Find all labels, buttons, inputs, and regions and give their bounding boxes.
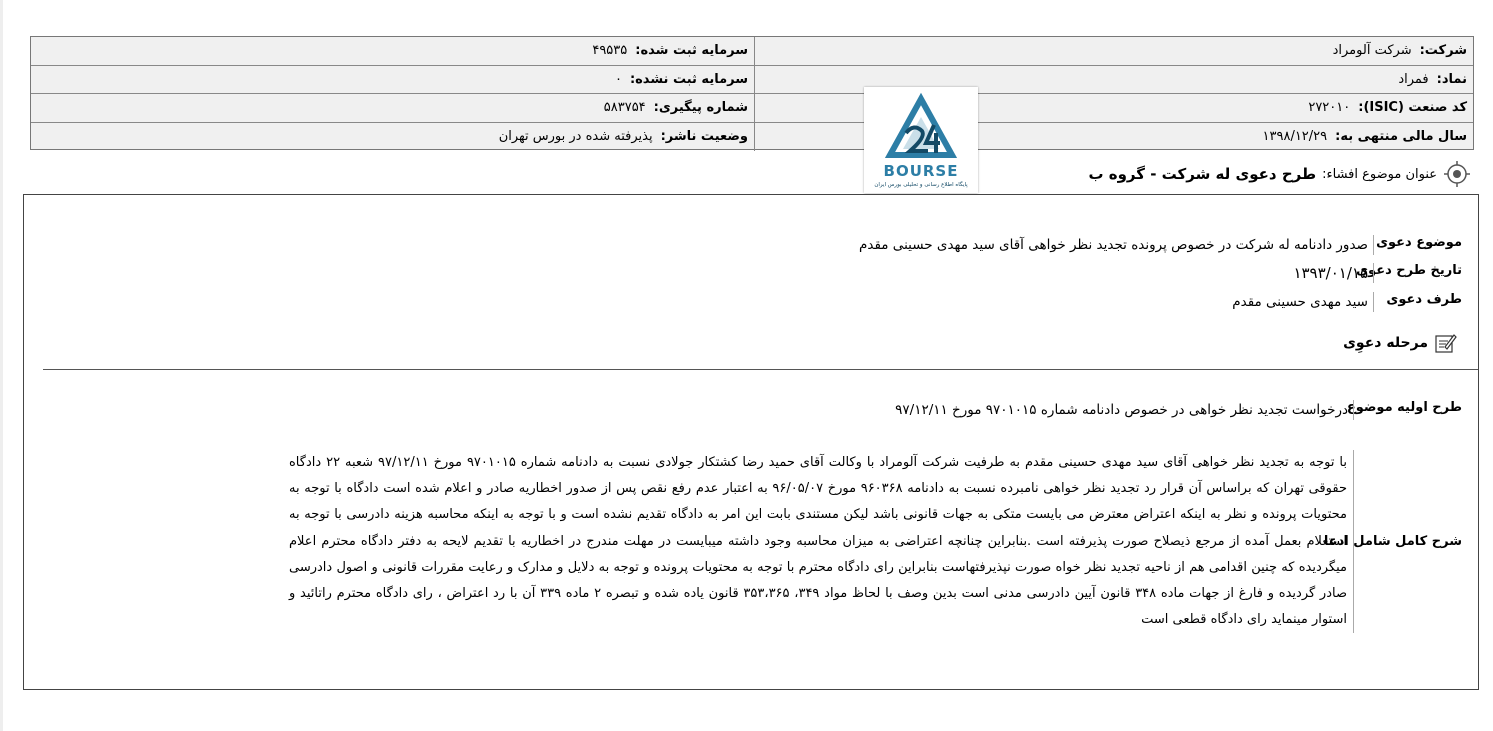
full-description-label: شرح کامل شامل ادعا [1323,534,1462,550]
claim-subject-field [859,235,1462,255]
target-icon [1443,160,1471,188]
info-row-company [31,37,1473,66]
claim-subject-label: موضوع دعوی [1376,235,1462,250]
claim-details-panel [23,194,1479,690]
company-info-table [30,36,1474,150]
unregistered-capital-value: ۰ [614,71,622,87]
disclosure-subject [1088,161,1471,187]
claim-party-label: طرف دعوی [1386,292,1462,307]
publisher-status-label: وضعیت ناشر: [660,129,748,145]
claim-party-value: سید مهدی حسینی مقدم [1232,292,1374,312]
section-divider [43,369,1478,370]
publisher-status-value: پذیرفته شده در بورس تهران [498,129,653,145]
page-edge [0,0,3,731]
bourse-logo-word: BOURSE [883,162,959,180]
unregistered-capital-label: سرمایه ثبت نشده: [629,71,748,87]
fiscal-year-value: ۱۳۹۸/۱۲/۲۹ [1262,129,1328,145]
company-name: شرکت آلومراد [1332,43,1412,59]
company-label: شرکت: [1419,43,1467,59]
claim-date-field [1293,263,1462,283]
edit-icon [1434,332,1458,354]
disclosure-subject-label: عنوان موضوع افشاء: [1322,166,1437,182]
isic-value: ۲۷۲۰۱۰ [1308,100,1351,116]
claim-stage-heading [1343,332,1458,354]
claim-stage-label: مرحله دعوِی [1343,335,1428,351]
bourse-logo-mark-icon [864,87,978,165]
claim-date-value: ۱۳۹۳/۰۱/۱۵ [1293,263,1374,283]
info-row-fiscal [31,123,1473,152]
info-row-isic [31,94,1473,123]
symbol-value: فمراد [1398,71,1429,87]
bourse-logo-subtitle: پایگاه اطلاع رسانی و تحلیلی بورس ایران [874,182,968,188]
initial-topic-label: طرح اولیه موضوع [1346,400,1462,415]
tracking-label: شماره پیگیری: [653,100,748,116]
registered-capital-label: سرمایه ثبت شده: [635,43,748,59]
initial-topic-value: درخواست تجدید نظر خواهی در خصوص دادنامه شماره ۹۷۰۱۰۱۵ مورخ ۹۷/۱۲/۱۱ [895,400,1354,420]
claim-party-field [1232,292,1462,312]
claim-date-label: تاریخ طرح دعوی [1356,263,1462,278]
initial-topic-field [895,400,1462,420]
fiscal-year-label: سال مالی منتهی به: [1335,129,1467,145]
full-description-field [289,450,1462,633]
isic-label: کد صنعت (ISIC): [1358,100,1467,116]
bourse-logo [864,87,978,193]
disclosure-subject-title: طرح دعوی له شرکت - گروه ب [1088,165,1317,183]
claim-subject-value: صدور دادنامه له شرکت در خصوص پرونده تجدید نظر خواهی آقای سید مهدی حسینی مقدم [859,235,1374,255]
symbol-label: نماد: [1436,71,1467,87]
registered-capital-value: ۴۹۵۳۵ [592,43,628,59]
full-description-text: با توجه به تجدید نظر خواهی آقای سید مهدی حسینی مقدم به طرفیت شرکت آلومراد با وکالت آقای حمید رضا کشتکار جولادی نسبت به دادنامه شماره ۹۷۰۱۰۱۵ مورخ ۹۷/۱۲/۱۱ شعبه ۲۲ دادگاه حقوقی تهران که براساس آن قرار رد تجدید نظر خواهی نامبرده نسبت به دادنامه ۹۶۰۳۶۸ مورخ ۹۶/۰۵/۰۷ به اعتبار عدم رفع نقص پس از صدور اخطاریه صادر و اعلام شده است دادگاه با توجه به محتویات پرونده و نظر به اینکه اعتراض معترض می بایست متکی به جهات قانونی باشد لیکن مستندی بابت این امر به دادگاه تقدیم نشده است و با توجه به اینکه محاسبه هزینه دادرسی با توجه به استعلام بعمل آمده از مرجع ذیصلاح صورت پذیرفته است .بنابراین چنانچه اعتراضی به میزان محاسبه وجود داشته میبایست در مهلت مندرج در اخطاریه با تقدیم لایحه به دفتر دادگاه محترم اعلام میگردیده که چنین اقدامی هم از ناحیه تجدید نظر خواه صورت نپذیرفتهاست بنابراین رای دادگاه محترم با توجه به محتویات پرونده و توجه به دلایل و مدارک و رعایت مقررات قانونی و اصول دادرسی صادر گردیده و فارغ از جهات ماده ۳۴۸ قانون آیین دادرسی مدنی است بدین وصف با لحاظ مواد ۳۴۹، ۳۵۳،۳۶۵ قانون یاده شده و تبصره ۲ ماده ۳۳۹ آن با رد اعتراض ، رای دادگاه محترم راتائید و استوار مینماید رای دادگاه قطعی است [289,450,1354,633]
tracking-value: ۵۸۳۷۵۴ [603,100,646,116]
info-row-symbol [31,66,1473,95]
